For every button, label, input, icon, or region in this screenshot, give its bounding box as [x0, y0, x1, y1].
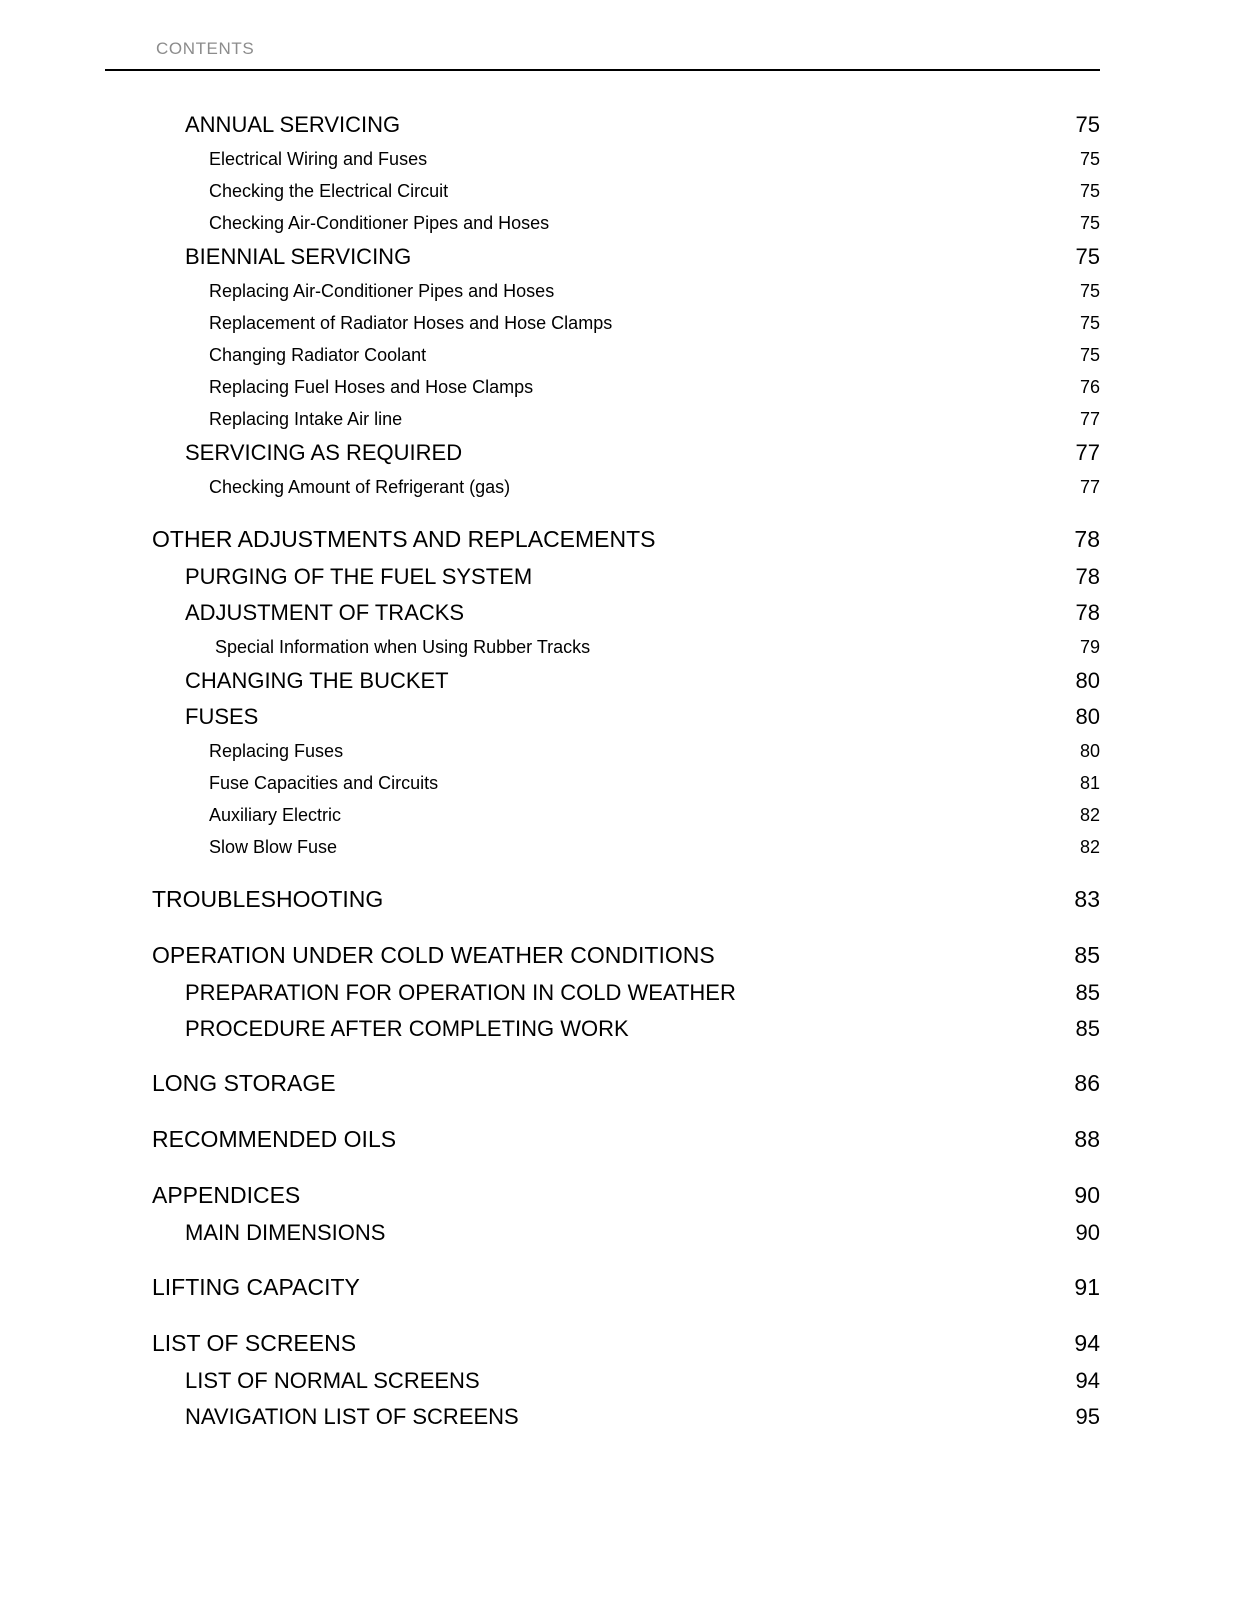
toc-entry-page-number: 75 — [1075, 112, 1100, 137]
toc-entry-page-number: 86 — [1074, 1070, 1100, 1096]
toc-entry-page-number: 78 — [1075, 564, 1100, 589]
toc-entry-page-number: 75 — [1079, 149, 1100, 169]
toc-entry[interactable] — [105, 595, 1100, 631]
toc-leader-dots — [590, 635, 1066, 653]
toc-entry[interactable] — [105, 1119, 1100, 1159]
toc-entry-page-number: 80 — [1075, 704, 1100, 729]
toc-leader-dots — [417, 242, 1066, 264]
toc-leader-dots — [264, 702, 1066, 724]
toc-leader-dots — [357, 1328, 1066, 1351]
toc-leader-dots — [480, 1366, 1066, 1388]
toc-entry-title: RECOMMENDED OILS — [152, 1126, 397, 1152]
toc-leader-dots — [722, 940, 1066, 963]
toc-entry-page-number: 90 — [1075, 1220, 1100, 1245]
toc-entry-title: OTHER ADJUSTMENTS AND REPLACEMENTS — [152, 526, 656, 552]
toc-leader-dots — [617, 311, 1066, 329]
toc-leader-dots — [736, 978, 1066, 1000]
toc-entry[interactable] — [105, 175, 1100, 207]
toc-entry-page-number: 80 — [1075, 668, 1100, 693]
toc-entry-page-number: 77 — [1079, 409, 1100, 429]
toc-leader-dots — [402, 407, 1066, 425]
toc-entry[interactable] — [105, 1011, 1100, 1047]
toc-leader-dots — [533, 375, 1066, 393]
toc-entry[interactable] — [105, 307, 1100, 339]
toc-leader-dots — [397, 1124, 1066, 1147]
toc-entry[interactable] — [105, 699, 1100, 735]
toc-leader-dots — [367, 1272, 1066, 1295]
toc-entry[interactable] — [105, 767, 1100, 799]
toc-entry-title: Replacement of Radiator Hoses and Hose Clamps — [209, 313, 613, 333]
toc-leader-dots — [432, 147, 1066, 165]
toc-entry[interactable] — [105, 831, 1100, 863]
toc-leader-dots — [301, 1180, 1066, 1203]
toc-leader-dots — [343, 739, 1066, 757]
toc-leader-dots — [438, 771, 1066, 789]
toc-entry[interactable] — [105, 471, 1100, 503]
toc-leader-dots — [342, 835, 1066, 853]
toc-entry[interactable] — [105, 339, 1100, 371]
toc-entry-title: CHANGING THE BUCKET — [185, 668, 449, 693]
toc-entry-title: LIST OF NORMAL SCREENS — [185, 1368, 480, 1393]
toc-entry-title: PREPARATION FOR OPERATION IN COLD WEATHER — [185, 980, 736, 1005]
toc-entry-title: NAVIGATION LIST OF SCREENS — [185, 1404, 519, 1429]
toc-entry[interactable] — [105, 435, 1100, 471]
toc-entry[interactable] — [105, 1267, 1100, 1307]
toc-entry-page-number: 75 — [1079, 281, 1100, 301]
toc-leader-dots — [549, 211, 1066, 229]
toc-entry-title: Replacing Air-Conditioner Pipes and Hoses — [209, 281, 555, 301]
toc-entry[interactable] — [105, 143, 1100, 175]
toc-entry-page-number: 90 — [1074, 1182, 1100, 1208]
toc-entry-title: Replacing Intake Air line — [209, 409, 403, 429]
toc-entry-page-number: 75 — [1079, 313, 1100, 333]
toc-entry-page-number: 82 — [1079, 805, 1100, 825]
toc-entry-title: OPERATION UNDER COLD WEATHER CONDITIONS — [152, 942, 715, 968]
toc-entry-page-number: 78 — [1074, 526, 1100, 552]
toc-entry-title: Special Information when Using Rubber Tracks — [215, 637, 591, 657]
toc-leader-dots — [554, 279, 1066, 297]
toc-entry-title: FUSES — [185, 704, 259, 729]
toc-leader-dots — [341, 803, 1066, 821]
toc-entry[interactable] — [105, 1215, 1100, 1251]
toc-entry-page-number: 79 — [1079, 637, 1100, 657]
toc-leader-dots — [525, 1402, 1066, 1424]
toc-entry-title: LIFTING CAPACITY — [152, 1274, 360, 1300]
toc-entry-title: PROCEDURE AFTER COMPLETING WORK — [185, 1016, 629, 1041]
header-rule — [105, 69, 1100, 71]
toc-entry-page-number: 82 — [1079, 837, 1100, 857]
toc-entry[interactable] — [105, 1323, 1100, 1363]
toc-entry-title: APPENDICES — [152, 1182, 301, 1208]
table-of-contents — [105, 107, 1100, 1435]
toc-entry-page-number: 85 — [1075, 1016, 1100, 1041]
toc-entry[interactable] — [105, 879, 1100, 919]
toc-entry-title: ADJUSTMENT OF TRACKS — [185, 600, 465, 625]
toc-entry-page-number: 77 — [1075, 440, 1100, 465]
toc-entry-page-number: 94 — [1074, 1330, 1100, 1356]
toc-leader-dots — [462, 438, 1066, 460]
toc-entry-page-number: 77 — [1079, 477, 1100, 497]
toc-entry-title: Changing Radiator Coolant — [209, 345, 427, 365]
toc-entry[interactable] — [105, 207, 1100, 239]
toc-entry-title: LIST OF SCREENS — [152, 1330, 357, 1356]
toc-entry[interactable] — [105, 239, 1100, 275]
toc-entry[interactable] — [105, 1399, 1100, 1435]
toc-leader-dots — [431, 343, 1066, 361]
toc-leader-dots — [515, 475, 1066, 493]
toc-entry-title: Electrical Wiring and Fuses — [209, 149, 428, 169]
toc-entry-title: LONG STORAGE — [152, 1070, 336, 1096]
toc-entry-title: Replacing Fuses — [209, 741, 344, 761]
toc-entry-page-number: 83 — [1074, 886, 1100, 912]
toc-entry[interactable] — [105, 371, 1100, 403]
toc-entry[interactable] — [105, 1363, 1100, 1399]
toc-entry-title: BIENNIAL SERVICING — [185, 244, 412, 269]
contents-header-label: CONTENTS — [156, 39, 255, 58]
toc-entry[interactable] — [105, 519, 1100, 559]
toc-entry-title: Replacing Fuel Hoses and Hose Clamps — [209, 377, 534, 397]
toc-entry-page-number: 85 — [1075, 980, 1100, 1005]
page-header — [105, 38, 1100, 71]
toc-leader-dots — [392, 1218, 1066, 1240]
toc-entry-page-number: 81 — [1079, 773, 1100, 793]
toc-leader-dots — [470, 598, 1066, 620]
toc-entry[interactable] — [105, 935, 1100, 975]
toc-entry[interactable] — [105, 559, 1100, 595]
toc-entry-page-number: 80 — [1079, 741, 1100, 761]
toc-entry-title: Checking the Electrical Circuit — [209, 181, 449, 201]
toc-entry-title: Checking Air-Conditioner Pipes and Hoses — [209, 213, 550, 233]
toc-entry-page-number: 78 — [1075, 600, 1100, 625]
toc-entry[interactable] — [105, 631, 1100, 663]
toc-entry[interactable] — [105, 663, 1100, 699]
toc-entry[interactable] — [105, 799, 1100, 831]
toc-entry-title: Slow Blow Fuse — [209, 837, 338, 857]
toc-leader-dots — [337, 1068, 1066, 1091]
toc-entry-page-number: 75 — [1075, 244, 1100, 269]
toc-entry-title: SERVICING AS REQUIRED — [185, 440, 463, 465]
toc-entry[interactable] — [105, 275, 1100, 307]
toc-entry-title: TROUBLESHOOTING — [152, 886, 384, 912]
toc-leader-dots — [448, 179, 1066, 197]
toc-entry-title: Auxiliary Electric — [209, 805, 342, 825]
toc-entry-page-number: 88 — [1074, 1126, 1100, 1152]
toc-entry-title: Checking Amount of Refrigerant (gas) — [209, 477, 511, 497]
toc-leader-dots — [657, 524, 1066, 547]
toc-entry[interactable] — [105, 735, 1100, 767]
toc-entry-page-number: 85 — [1074, 942, 1100, 968]
toc-entry-title: Fuse Capacities and Circuits — [209, 773, 439, 793]
toc-entry-page-number: 94 — [1075, 1368, 1100, 1393]
toc-entry[interactable] — [105, 403, 1100, 435]
toc-leader-dots — [384, 884, 1066, 907]
toc-leader-dots — [635, 1014, 1066, 1036]
toc-leader-dots — [455, 666, 1066, 688]
toc-entry-title: MAIN DIMENSIONS — [185, 1220, 386, 1245]
toc-entry-page-number: 75 — [1079, 181, 1100, 201]
toc-entry-page-number: 95 — [1075, 1404, 1100, 1429]
toc-entry[interactable] — [105, 975, 1100, 1011]
toc-entry[interactable] — [105, 1063, 1100, 1103]
toc-entry[interactable] — [105, 107, 1100, 143]
toc-leader-dots — [400, 110, 1066, 132]
toc-entry-page-number: 75 — [1079, 213, 1100, 233]
toc-entry-page-number: 76 — [1079, 377, 1100, 397]
toc-entry-page-number: 75 — [1079, 345, 1100, 365]
toc-leader-dots — [538, 562, 1066, 584]
toc-entry[interactable] — [105, 1175, 1100, 1215]
toc-entry-title: PURGING OF THE FUEL SYSTEM — [185, 564, 533, 589]
toc-entry-page-number: 91 — [1074, 1274, 1100, 1300]
toc-entry-title: ANNUAL SERVICING — [185, 112, 401, 137]
